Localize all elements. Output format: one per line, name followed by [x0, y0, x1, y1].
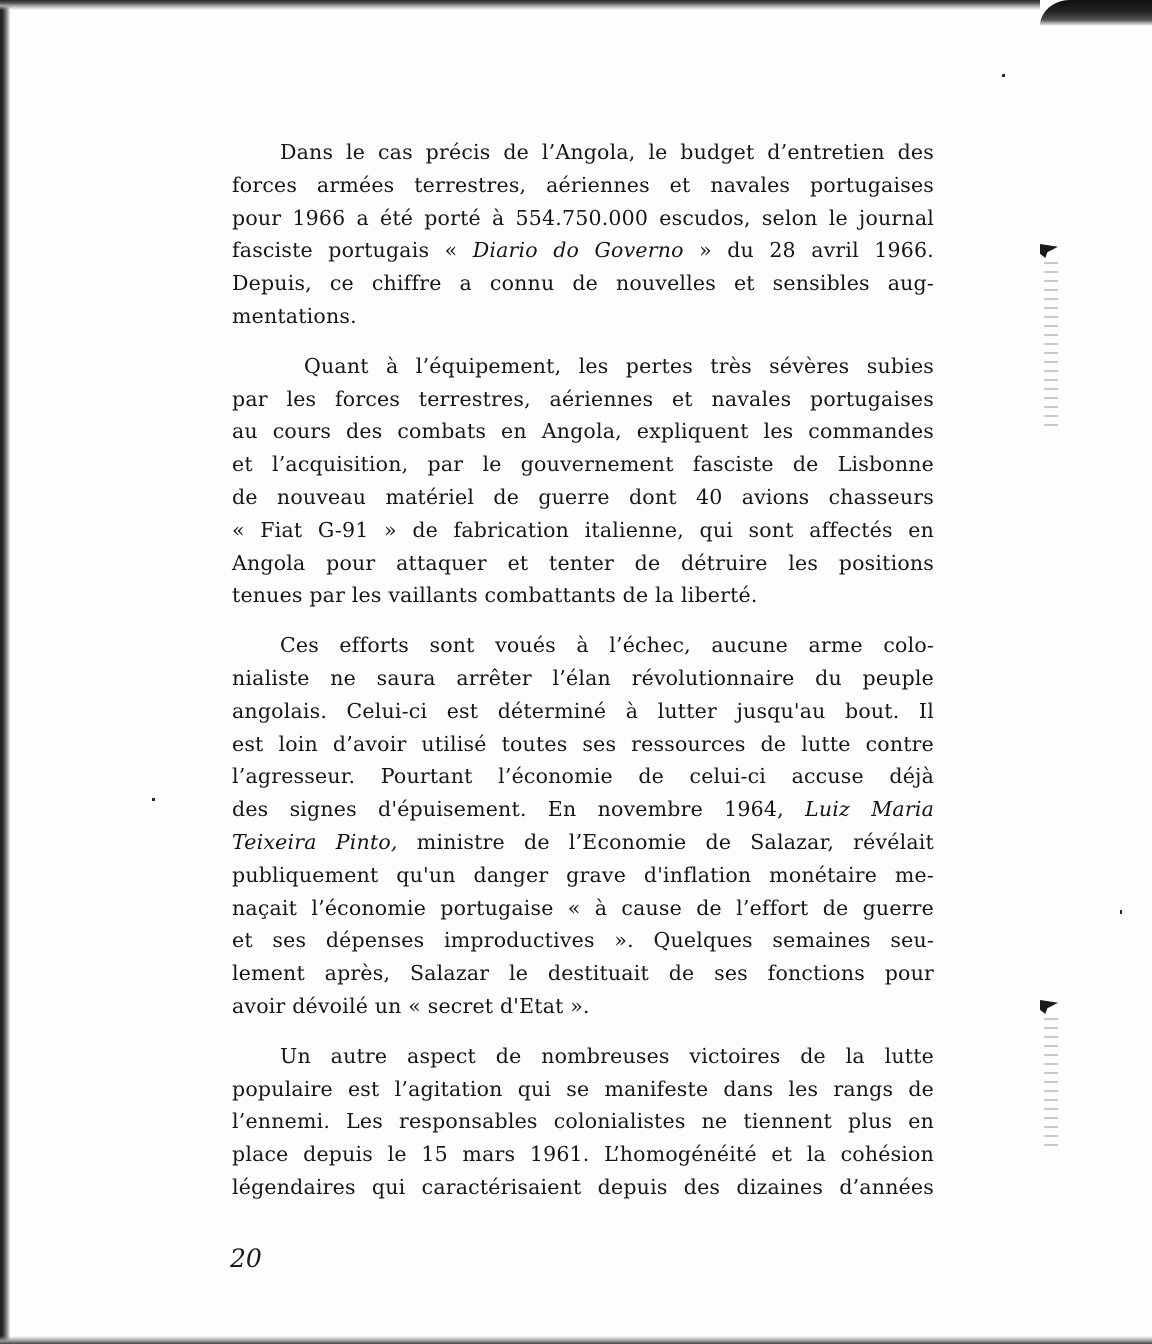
text-line: lement après, Salazar le destituait de ses fonctions pour [232, 961, 934, 986]
text-line: avoir dévoilé un « secret d'Etat ». [232, 993, 590, 1018]
text-line-with-italic [232, 826, 934, 859]
text-line: Un autre aspect de nombreuses victoires de la lutte [280, 1043, 934, 1068]
text-line: mentations. [232, 303, 357, 328]
text-line-with-italic [232, 793, 934, 826]
text-line: de nouveau matériel de guerre dont 40 avions chasseurs [232, 484, 934, 509]
text-line: l’agresseur. Pourtant l’économie de celui-ci accuse déjà [232, 764, 934, 789]
body-text [232, 136, 934, 1204]
text-line: « Fiat G-91 » de fabrication italienne, qui sont affectés en [232, 517, 934, 542]
scan-mark-right-lower [1040, 1000, 1058, 1014]
text-line: est loin d’avoir utilisé toutes ses ressources de lutte contre [232, 731, 934, 756]
text-line: nialiste ne saura arrêter l’élan révolutionnaire du peuple [232, 665, 934, 690]
text-line: forces armées terrestres, aériennes et navales portugaises [232, 172, 934, 197]
minister-name-last: Teixeira Pinto, [232, 829, 398, 854]
text-line: place depuis le 15 mars 1961. L’homogénéité et la cohésion [232, 1142, 934, 1167]
text-line: l’ennemi. Les responsables colonialistes ne tiennent plus en [232, 1109, 934, 1134]
text-line: au cours des combats en Angola, expliquent les commandes [232, 419, 934, 444]
scan-mark-right-upper [1040, 244, 1058, 258]
text-line: légendaires qui caractérisaient depuis des dizaines d’années [232, 1174, 934, 1199]
text-line: populaire est l’agitation qui se manifeste dans les rangs de [232, 1076, 934, 1101]
text-line: Angola pour attaquer et tenter de détruire les positions [232, 550, 934, 575]
paragraph-4 [232, 1040, 934, 1204]
scan-speck [1120, 910, 1122, 914]
minister-name-first: Luiz Maria [805, 797, 934, 822]
scan-border-top [0, 0, 1040, 10]
text-line: et ses dépenses improductives ». Quelques semaines seu- [232, 928, 934, 953]
paragraph-3 [232, 629, 934, 1023]
paragraph-1 [232, 136, 934, 333]
scan-dots-right-lower [1044, 1018, 1058, 1148]
text-segment: ministre de l’Economie de Salazar, révélait [397, 829, 934, 854]
text-line: angolais. Celui-ci est déterminé à lutter jusqu'au bout. Il [232, 698, 934, 723]
text-line: Depuis, ce chiffre a connu de nouvelles et sensibles aug- [232, 271, 934, 296]
scan-speck [152, 798, 155, 801]
page-number: 20 [230, 1244, 262, 1273]
journal-title: Diario do Governo [472, 238, 684, 263]
text-line: Ces efforts sont voués à l’échec, aucune arme colo- [280, 633, 934, 658]
scan-dots-right-upper [1044, 262, 1058, 432]
text-line: par les forces terrestres, aériennes et navales portugaises [232, 386, 934, 411]
text-segment: » du 28 avril 1966. [683, 238, 934, 263]
text-line: naçait l’économie portugaise « à cause de l’effort de guerre [232, 895, 934, 920]
text-line: tenues par les vaillants combattants de la liberté. [232, 583, 758, 608]
scan-speck [1002, 74, 1005, 77]
text-segment: fasciste portugais « [232, 238, 473, 263]
text-line: Quant à l’équipement, les pertes très sévères subies [304, 353, 934, 378]
text-line: Dans le cas précis de l’Angola, le budget d’entretien des [280, 140, 934, 164]
text-line: et l’acquisition, par le gouvernement fasciste de Lisbonne [232, 452, 934, 477]
paragraph-2 [232, 350, 934, 612]
scan-corner-top-right [1040, 0, 1152, 26]
text-segment: des signes d'épuisement. En novembre 1964, [232, 797, 806, 822]
text-line: publiquement qu'un danger grave d'inflation monétaire me- [232, 862, 934, 887]
scan-border-bottom [0, 1336, 1152, 1344]
text-line: pour 1966 a été porté à 554.750.000 escudos, selon le journal [232, 205, 934, 230]
scan-border-left [0, 0, 10, 1344]
text-line-with-italic [232, 234, 934, 267]
